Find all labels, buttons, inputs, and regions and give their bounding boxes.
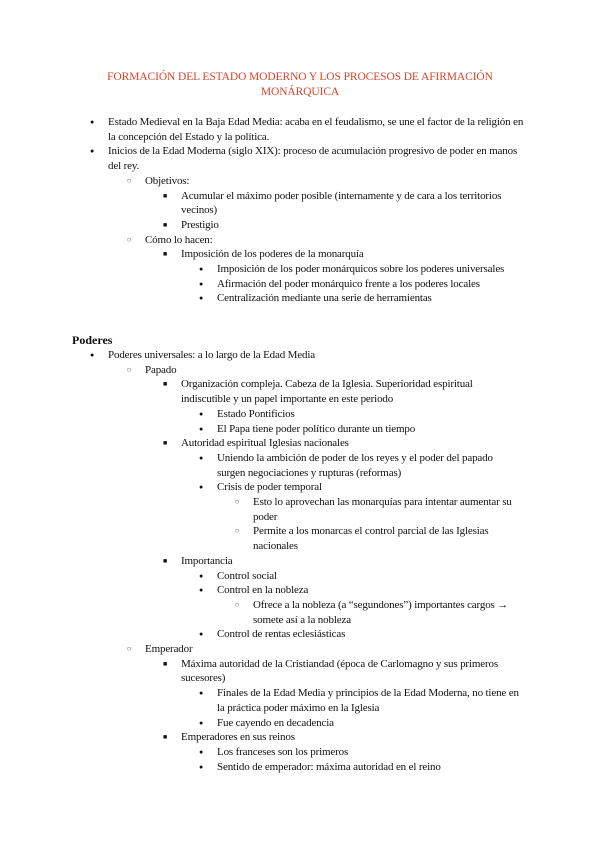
poderes-list (0, 348, 600, 774)
list-item-text: Acumular el máximo poder posible (internamente y de cara a los territorios vecinos) (181, 189, 502, 217)
list-item (126, 363, 526, 378)
list-item (162, 657, 511, 686)
list-item-text: Esto lo aprovechan las monarquías para intentar aumentar su poder (253, 496, 512, 523)
list-item-text: Objetivos: (145, 174, 190, 187)
list-item (89, 115, 526, 144)
bullet-icon: ■ (162, 250, 168, 259)
list-item (162, 247, 511, 262)
bullet-icon: ● (198, 483, 204, 492)
list-item (198, 760, 522, 775)
list-item (234, 524, 525, 553)
bullet-icon: ● (198, 409, 204, 418)
bullet-icon: ○ (126, 234, 132, 244)
list-item (89, 144, 526, 173)
list-item-text: Control de rentas eclesiásticas (217, 628, 346, 641)
list-item (198, 583, 522, 598)
list-item (234, 598, 525, 627)
bullet-icon: ● (198, 453, 204, 462)
list-item (162, 377, 511, 406)
bullet-icon: ■ (162, 220, 168, 229)
list-item-text: Autoridad espiritual Iglesias nacionales (181, 437, 349, 450)
list-item-text: Fue cayendo en decadencia (217, 716, 334, 729)
list-item (198, 407, 522, 422)
bullet-icon: ● (89, 147, 95, 156)
list-item-text: Importancia (181, 554, 233, 567)
list-item-text: Los franceses son los primeros (217, 745, 349, 758)
list-item (198, 262, 522, 277)
bullet-icon: ■ (162, 556, 168, 565)
list-item-text: Cómo lo hacen: (145, 233, 213, 246)
bullet-icon: ○ (234, 497, 240, 507)
list-item-text: Finales de la Edad Media y principios de la Edad Moderna, no tiene en la práctica poder máximo en la Iglesia (217, 687, 519, 714)
bullet-icon: ● (198, 294, 204, 303)
bullet-icon: ○ (126, 175, 132, 185)
bullet-icon: ○ (234, 599, 240, 609)
section-heading-poderes: Poderes (72, 333, 113, 347)
list-item (198, 422, 522, 437)
bullet-icon: ○ (126, 644, 132, 654)
list-item (126, 642, 526, 657)
list-item (126, 233, 526, 248)
list-item-text: Ofrece a la nobleza (a “segundones”) importantes cargos → somete así a la nobleza (253, 598, 509, 626)
list-item (126, 174, 526, 189)
list-item-text: Prestigio (181, 218, 219, 231)
list-item-text: Uniendo la ambición de poder de los reyes y el poder del papado surgen negociaciones y rupturas (reformas) (217, 451, 493, 479)
list-item-text: Papado (145, 363, 177, 376)
bullet-icon: ● (198, 265, 204, 274)
bullet-icon: ● (89, 351, 95, 359)
list-item (198, 569, 522, 584)
list-item (162, 189, 511, 218)
bullet-icon: ■ (162, 659, 168, 668)
bullet-icon: ● (89, 118, 95, 126)
bullet-icon: ■ (162, 439, 168, 448)
list-item-text: Sentido de emperador: máxima autoridad en el reino (217, 760, 441, 773)
bullet-icon: ● (198, 747, 204, 756)
list-item-text: Imposición de los poderes de la monarquía (181, 248, 364, 261)
list-item (198, 451, 522, 480)
bullet-icon: ● (198, 586, 204, 595)
bullet-icon: ● (198, 424, 204, 433)
bullet-icon: ■ (162, 733, 168, 742)
bullet-icon: ● (198, 689, 204, 698)
list-item (198, 627, 522, 642)
list-item (162, 554, 511, 569)
list-item (162, 218, 511, 233)
bullet-icon: ■ (162, 191, 168, 200)
bullet-icon: ● (198, 279, 204, 288)
list-item-text: Estado Pontificios (217, 407, 295, 420)
list-item-text: Emperador (145, 643, 193, 656)
document-title: FORMACIÓN DEL ESTADO MODERNO Y LOS PROCESOS DE AFIRMACIÓN MONÁRQUICA (107, 71, 493, 98)
list-item-text: Afirmación del poder monárquico frente a los poderes locales (217, 277, 480, 290)
bullet-icon: ○ (234, 526, 240, 536)
list-item-text: Permite a los monarcas el control parcial de las Iglesias nacionales (253, 525, 489, 553)
list-item (89, 348, 526, 363)
list-item (198, 291, 522, 306)
list-item (198, 716, 522, 731)
bullet-icon: ● (198, 762, 204, 771)
list-item-text: Máxima autoridad de la Cristiandad (época de Carlomagno y sus primeros sucesores) (181, 657, 498, 685)
list-item (162, 436, 511, 451)
list-item-text: Inicios de la Edad Moderna (siglo XIX): proceso de acumulación progresivo de poder en manos del rey. (108, 145, 518, 173)
list-item (198, 480, 522, 495)
list-item (198, 686, 522, 715)
bullet-icon: ○ (126, 364, 132, 374)
list-item-text: Estado Medieval en la Baja Edad Media: acaba en el feudalismo, se une el factor de la religión en la concepción del Estado y la política. (108, 116, 524, 143)
intro-list (0, 115, 600, 306)
list-item-text: Emperadores en sus reinos (181, 731, 295, 744)
list-item (198, 277, 522, 292)
list-item-text: Control social (217, 569, 277, 582)
list-item-text: Crisis de poder temporal (217, 481, 322, 494)
list-item-text: Imposición de los poder monárquicos sobre los poderes universales (217, 263, 505, 276)
list-item-text: Poderes universales: a lo largo de la Edad Media (108, 349, 316, 361)
bullet-icon: ● (198, 718, 204, 727)
list-item-text: El Papa tiene poder político durante un tiempo (217, 422, 416, 435)
list-item (162, 730, 511, 745)
list-item (234, 495, 525, 524)
bullet-icon: ● (198, 630, 204, 639)
list-item-text: Centralización mediante una serie de herramientas (217, 292, 432, 305)
bullet-icon: ● (198, 571, 204, 580)
bullet-icon: ■ (162, 380, 168, 389)
list-item-text: Organización compleja. Cabeza de la Iglesia. Superioridad espiritual indiscutible y un papel importante en este periodo (181, 378, 473, 406)
list-item (198, 745, 522, 760)
list-item-text: Control en la nobleza (217, 584, 309, 597)
